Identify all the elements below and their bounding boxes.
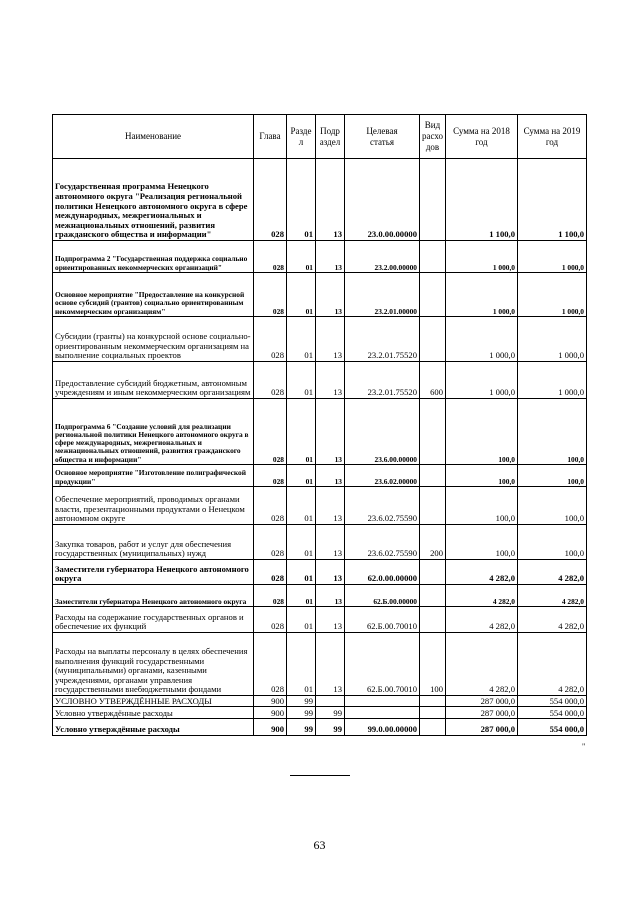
row-sum2018: 4 282,0: [446, 560, 518, 585]
row-razdel: 01: [287, 273, 316, 317]
table-header-row: [53, 115, 587, 159]
row-name: Расходы на содержание государственных органов и обеспечение их функций: [53, 607, 254, 633]
row-razdel: 01: [287, 633, 316, 696]
row-sum2018: 1 000,0: [446, 362, 518, 399]
header-vid: Вид расхо дов: [420, 115, 446, 159]
row-sum2018: 100,0: [446, 487, 518, 525]
row-statya: 23.6.00.00000: [345, 399, 420, 465]
table-row: [53, 633, 587, 696]
row-razdel: 01: [287, 317, 316, 362]
row-podrazdel: 99: [316, 707, 345, 719]
row-name: Закупка товаров, работ и услуг для обеспечения государственных (муниципальных) нужд: [53, 525, 254, 560]
row-sum2019: 554 000,0: [518, 719, 587, 736]
row-statya: 62.Б.00.70010: [345, 633, 420, 696]
corner-quote-mark: ": [582, 742, 586, 751]
row-sum2018: 100,0: [446, 525, 518, 560]
row-sum2018: 4 282,0: [446, 585, 518, 607]
row-podrazdel: [316, 696, 345, 707]
row-glava: 028: [254, 465, 287, 487]
row-podrazdel: 13: [316, 525, 345, 560]
row-statya: [345, 707, 420, 719]
row-podrazdel: 13: [316, 465, 345, 487]
row-sum2019: 4 282,0: [518, 633, 587, 696]
row-statya: 23.6.02.00000: [345, 465, 420, 487]
table-row: [53, 487, 587, 525]
row-name: Предоставление субсидий бюджетным, автономным учреждениям и иным некоммерческим организациям: [53, 362, 254, 399]
row-sum2019: 100,0: [518, 465, 587, 487]
row-razdel: 99: [287, 707, 316, 719]
row-vid: [420, 487, 446, 525]
table-row: [53, 560, 587, 585]
row-vid: [420, 273, 446, 317]
row-podrazdel: 13: [316, 633, 345, 696]
row-sum2019: 1 000,0: [518, 273, 587, 317]
row-sum2019: 554 000,0: [518, 696, 587, 707]
row-name: Обеспечение мероприятий, проводимых органами власти, презентационными продуктами о Ненецком автономном округе: [53, 487, 254, 525]
row-sum2019: 4 282,0: [518, 560, 587, 585]
row-name: Подпрограмма 6 "Создание условий для реализации региональной политики Ненецкого автономного округа в сфере международных, межрегиональных и межнациональных отношений, развития гражданского общества и информации": [53, 399, 254, 465]
row-sum2019: 1 000,0: [518, 362, 587, 399]
row-sum2019: 1 000,0: [518, 317, 587, 362]
row-razdel: 01: [287, 585, 316, 607]
header-glava: Глава: [254, 115, 287, 159]
row-sum2018: 287 000,0: [446, 696, 518, 707]
row-sum2019: 4 282,0: [518, 607, 587, 633]
table-row: [53, 585, 587, 607]
row-statya: 62.Б.00.00000: [345, 585, 420, 607]
row-glava: 028: [254, 317, 287, 362]
row-podrazdel: 13: [316, 317, 345, 362]
row-razdel: 01: [287, 560, 316, 585]
table-row: [53, 159, 587, 241]
row-statya: 62.Б.00.70010: [345, 607, 420, 633]
row-razdel: 01: [287, 399, 316, 465]
row-sum2019: 1 000,0: [518, 241, 587, 273]
table-row: [53, 525, 587, 560]
row-sum2018: 287 000,0: [446, 719, 518, 736]
table-row: [53, 696, 587, 707]
table-row: [53, 362, 587, 399]
row-name: Заместители губернатора Ненецкого автономного округа: [53, 585, 254, 607]
row-name: УСЛОВНО УТВЕРЖДЁННЫЕ РАСХОДЫ: [53, 696, 254, 707]
row-glava: 028: [254, 399, 287, 465]
row-sum2019: 1 100,0: [518, 159, 587, 241]
header-podrazdel: Подр аздел: [316, 115, 345, 159]
table-row: [53, 607, 587, 633]
row-glava: 028: [254, 487, 287, 525]
row-podrazdel: 13: [316, 362, 345, 399]
row-name: Условно утверждённые расходы: [53, 707, 254, 719]
row-podrazdel: 13: [316, 560, 345, 585]
row-statya: 23.2.01.75520: [345, 362, 420, 399]
row-sum2018: 1 000,0: [446, 273, 518, 317]
row-name: Субсидии (гранты) на конкурсной основе социально-ориентированным некоммерческим организациям на выполнение социальных проектов: [53, 317, 254, 362]
row-glava: 900: [254, 696, 287, 707]
row-name: Государственная программа Ненецкого автономного округа "Реализация региональной политики Ненецкого автономного округа в сфере международных, межрегиональных и межнациональных отношений, развития гражданского общества и информации": [53, 159, 254, 241]
row-glava: 028: [254, 241, 287, 273]
row-glava: 028: [254, 362, 287, 399]
row-vid: [420, 707, 446, 719]
row-sum2018: 1 100,0: [446, 159, 518, 241]
row-glava: 028: [254, 560, 287, 585]
row-statya: [345, 696, 420, 707]
row-sum2018: 100,0: [446, 465, 518, 487]
row-name: Подпрограмма 2 "Государственная поддержка социально ориентированных некоммерческих организаций": [53, 241, 254, 273]
row-razdel: 01: [287, 607, 316, 633]
table-row: [53, 317, 587, 362]
row-vid: [420, 241, 446, 273]
row-statya: 23.6.02.75590: [345, 525, 420, 560]
header-sum2019: Сумма на 2019 год: [518, 115, 587, 159]
row-statya: 62.0.00.00000: [345, 560, 420, 585]
row-razdel: 01: [287, 487, 316, 525]
row-podrazdel: 13: [316, 273, 345, 317]
row-podrazdel: 13: [316, 585, 345, 607]
row-podrazdel: 13: [316, 241, 345, 273]
row-podrazdel: 99: [316, 719, 345, 736]
row-vid: [420, 719, 446, 736]
row-razdel: 01: [287, 159, 316, 241]
row-sum2018: 1 000,0: [446, 317, 518, 362]
row-vid: [420, 607, 446, 633]
table-row: [53, 465, 587, 487]
row-name: Условно утверждённые расходы: [53, 719, 254, 736]
row-glava: 028: [254, 633, 287, 696]
table-row: [53, 719, 587, 736]
row-glava: 028: [254, 585, 287, 607]
row-glava: 028: [254, 525, 287, 560]
row-podrazdel: 13: [316, 399, 345, 465]
row-razdel: 01: [287, 525, 316, 560]
row-name: Основное мероприятие "Изготовление полиграфической продукции": [53, 465, 254, 487]
row-vid: [420, 560, 446, 585]
row-sum2018: 287 000,0: [446, 707, 518, 719]
table-row: [53, 707, 587, 719]
row-statya: 23.2.00.00000: [345, 241, 420, 273]
table-row: [53, 241, 587, 273]
page-number: 63: [313, 838, 326, 852]
header-name: Наименование: [53, 115, 254, 159]
row-podrazdel: 13: [316, 607, 345, 633]
row-glava: 028: [254, 607, 287, 633]
row-name: Основное мероприятие "Предоставление на конкурсной основе субсидий (грантов) социально ориентированным некоммерческим организациям": [53, 273, 254, 317]
row-glava: 900: [254, 719, 287, 736]
row-vid: [420, 159, 446, 241]
row-vid: 600: [420, 362, 446, 399]
row-razdel: 01: [287, 465, 316, 487]
table-row: [53, 399, 587, 465]
row-sum2018: 4 282,0: [446, 607, 518, 633]
row-sum2019: 554 000,0: [518, 707, 587, 719]
row-razdel: 99: [287, 696, 316, 707]
row-podrazdel: 13: [316, 159, 345, 241]
row-sum2018: 1 000,0: [446, 241, 518, 273]
row-statya: 23.6.02.75590: [345, 487, 420, 525]
row-vid: 200: [420, 525, 446, 560]
row-vid: [420, 317, 446, 362]
row-name: Заместители губернатора Ненецкого автономного округа: [53, 560, 254, 585]
row-statya: 23.0.00.00000: [345, 159, 420, 241]
row-razdel: 01: [287, 362, 316, 399]
row-razdel: 99: [287, 719, 316, 736]
header-statya: Целевая статья: [345, 115, 420, 159]
row-sum2018: 100,0: [446, 399, 518, 465]
row-statya: 23.2.01.00000: [345, 273, 420, 317]
row-glava: 028: [254, 273, 287, 317]
row-vid: [420, 465, 446, 487]
row-sum2018: 4 282,0: [446, 633, 518, 696]
row-vid: [420, 399, 446, 465]
row-razdel: 01: [287, 241, 316, 273]
row-statya: 99.0.00.00000: [345, 719, 420, 736]
row-statya: 23.2.01.75520: [345, 317, 420, 362]
row-vid: 100: [420, 633, 446, 696]
row-name: Расходы на выплаты персоналу в целях обеспечения выполнения функций государственными (муниципальными) органами, казенными учреждениями, органами управления государственными внебюджетными фондами: [53, 633, 254, 696]
separator-line: [290, 775, 350, 776]
row-vid: [420, 696, 446, 707]
row-sum2019: 100,0: [518, 487, 587, 525]
row-glava: 900: [254, 707, 287, 719]
header-razdel: Разде л: [287, 115, 316, 159]
table-row: [53, 273, 587, 317]
row-sum2019: 4 282,0: [518, 585, 587, 607]
row-glava: 028: [254, 159, 287, 241]
header-sum2018: Сумма на 2018 год: [446, 115, 518, 159]
row-sum2019: 100,0: [518, 399, 587, 465]
row-vid: [420, 585, 446, 607]
row-podrazdel: 13: [316, 487, 345, 525]
budget-table: [52, 114, 587, 736]
row-sum2019: 100,0: [518, 525, 587, 560]
